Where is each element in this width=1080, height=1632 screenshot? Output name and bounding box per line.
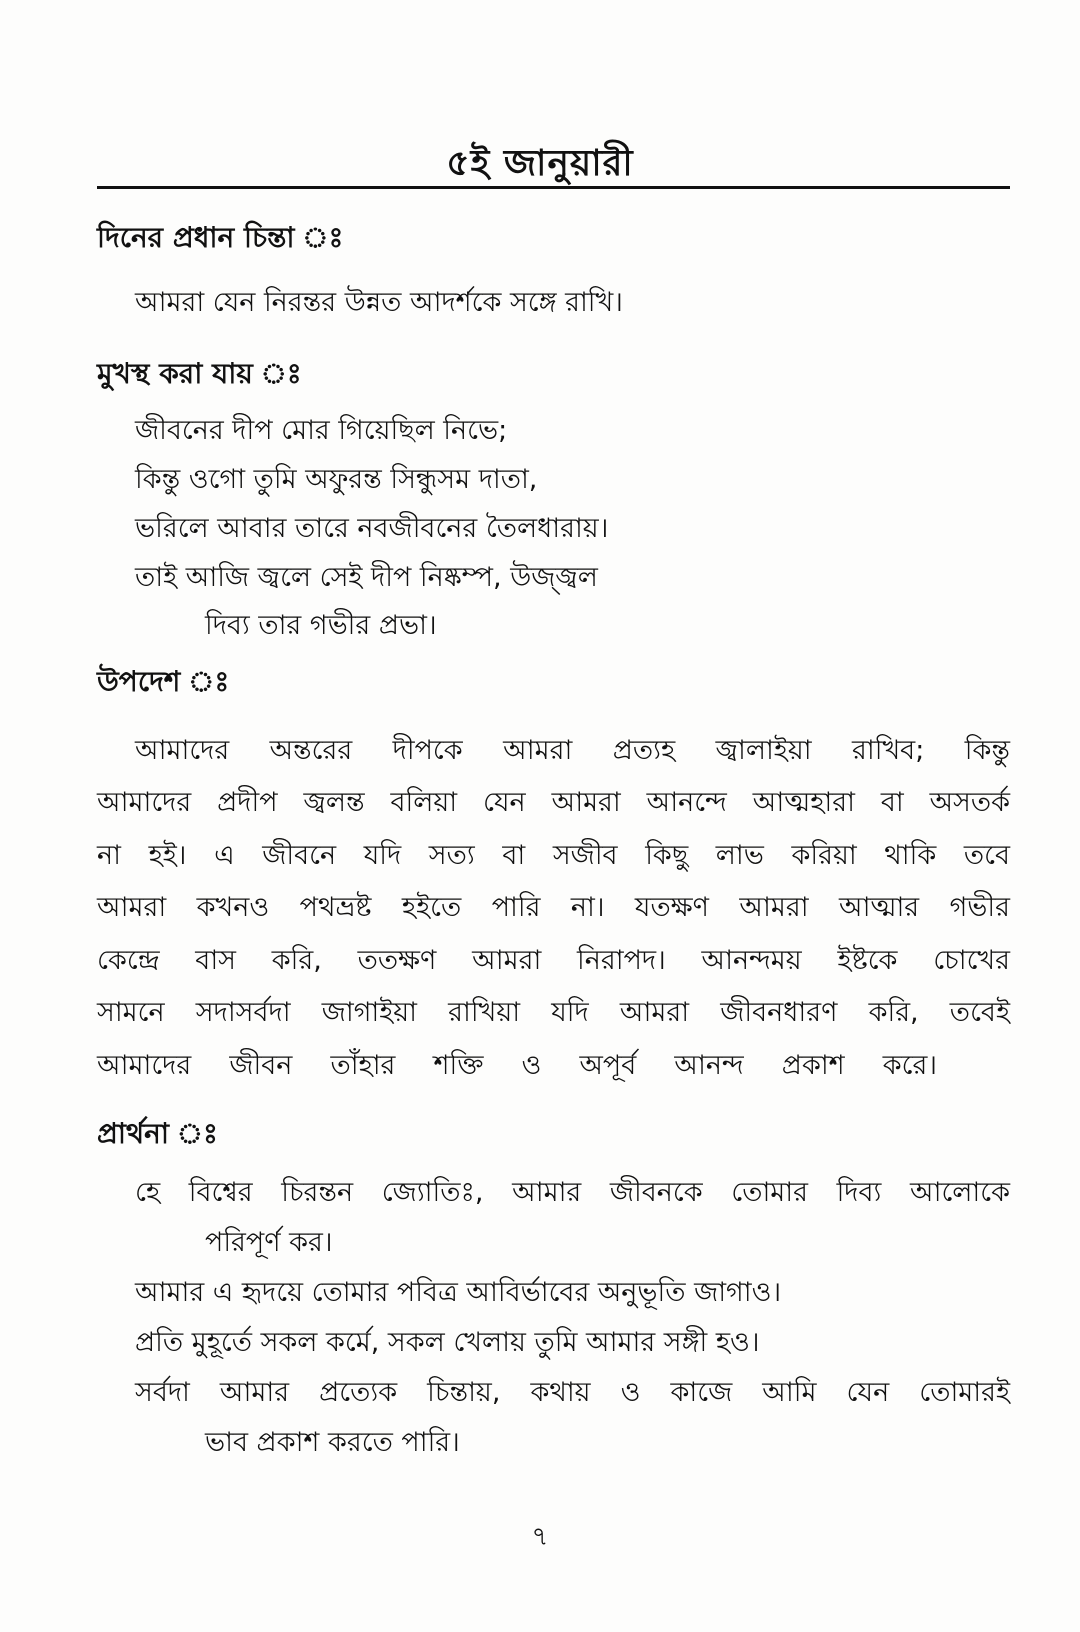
prayer-line: পরিপূর্ণ কর। bbox=[205, 1227, 333, 1258]
memorize-heading: মুখস্থ করা যায় ঃ bbox=[97, 357, 302, 390]
thought-line: আমরা যেন নিরন্তর উন্নত আদর্শকে সঙ্গে রাখি। bbox=[135, 287, 623, 318]
advice-line: আমরা কখনও পথভ্রষ্ট হইতে পারি না। যতক্ষণ আমরা আত্মার গভীর bbox=[97, 892, 1010, 923]
advice-line: কেন্দ্রে বাস করি, ততক্ষণ আমরা নিরাপদ। আনন্দময় ইষ্টকে চোখের bbox=[97, 945, 1010, 976]
poem-line: তাই আজি জ্বলে সেই দীপ নিষ্কম্প, উজ্জ্বল bbox=[135, 562, 598, 593]
prayer-heading: প্রার্থনা ঃ bbox=[97, 1117, 218, 1150]
advice-line: আমাদের জীবন তাঁহার শক্তি ও অপূর্ব আনন্দ প্রকাশ করে। bbox=[97, 1050, 937, 1081]
advice-line: না হই। এ জীবনে যদি সত্য বা সজীব কিছু লাভ করিয়া থাকি তবে bbox=[97, 840, 1010, 871]
title-rule bbox=[97, 186, 1010, 189]
advice-line: সামনে সদাসর্বদা জাগাইয়া রাখিয়া যদি আমরা জীবনধারণ করি, তবেই bbox=[97, 997, 1010, 1028]
page-title: ৫ই জানুয়ারী bbox=[446, 143, 634, 184]
poem-line: ভরিলে আবার তারে নবজীবনের তৈলধারায়। bbox=[135, 513, 609, 544]
prayer-line: সর্বদা আমার প্রত্যেক চিন্তায়, কথায় ও কাজে আমি যেন তোমারই bbox=[135, 1377, 1010, 1408]
advice-line: আমাদের প্রদীপ জ্বলন্ত বলিয়া যেন আমরা আনন্দে আত্মহারা বা অসতর্ক bbox=[97, 787, 1010, 818]
prayer-line: ভাব প্রকাশ করতে পারি। bbox=[205, 1427, 460, 1458]
prayer-line: আমার এ হৃদয়ে তোমার পবিত্র আবির্ভাবের অনুভূতি জাগাও। bbox=[135, 1277, 782, 1308]
advice-heading: উপদেশ ঃ bbox=[97, 665, 230, 698]
poem-line: জীবনের দীপ মোর গিয়েছিল নিভে; bbox=[135, 415, 508, 446]
advice-line: আমাদের অন্তরের দীপকে আমরা প্রত্যহ জ্বালাইয়া রাখিব; কিন্তু bbox=[135, 735, 1010, 766]
prayer-line: প্রতি মুহূর্তে সকল কর্মে, সকল খেলায় তুমি আমার সঙ্গী হও। bbox=[135, 1327, 760, 1358]
page-number: ৭ bbox=[531, 1522, 549, 1552]
prayer-line: হে বিশ্বের চিরন্তন জ্যোতিঃ, আমার জীবনকে তোমার দিব্য আলোকে bbox=[135, 1177, 1010, 1208]
poem-line: দিব্য তার গভীর প্রভা। bbox=[205, 610, 437, 641]
poem-line: কিন্তু ওগো তুমি অফুরন্ত সিন্ধুসম দাতা, bbox=[135, 464, 538, 495]
thought-heading: দিনের প্রধান চিন্তা ঃ bbox=[97, 221, 344, 254]
